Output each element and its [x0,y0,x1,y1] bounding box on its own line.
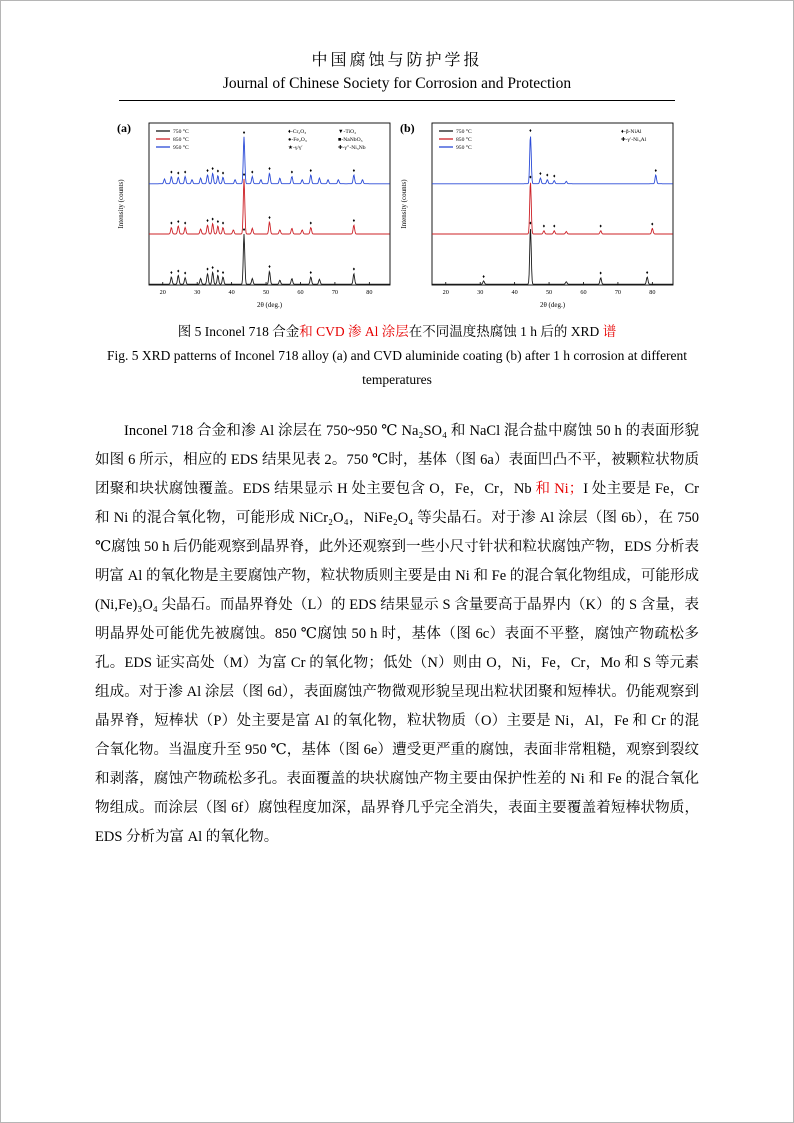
text-segment: I 处主要是 Fe，Cr 和 Ni 的混合氧化物，可能形成 NiCr₂O₄，NiFe₂O₄ 等尖晶石。对于渗 Al 涂层（图 6b），在 750 ℃腐蚀 50 h 后仍能观察到晶界脊，此外还观察到一些小尺寸针状和粒状腐蚀产物，EDS 分析表明富 Al 的氧化物是主要腐蚀产物，粒状物质则主要是由 Ni 和 Fe 的混合氧化物组成，可能形成(Ni,Fe)₃O₄ 尖晶石。而晶界脊处（L）的 EDS 结果显示 S 含量要高于晶界内（K）的 S 含量，表明晶界处可能优先被腐蚀。850 ℃腐蚀 50 h 时，基体（图 6c）表面不平整，腐蚀产物疏松多孔。EDS 证实高处（M）为富 Cr 的氧化物；低处（N）则由 O，Ni，Fe，Cr，Mo 和 S 等元素组成。对于渗 Al 涂层（图 6d），表面腐蚀产物微观形貌呈现出粒状团聚和短棒状。仍能观察到晶界脊，短棒状（P）处主要是富 Al 的氧化物，粒状物质（O）主要是 Ni，Al，Fe 和 Cr 的混合氧化物。当温度升至 950 ℃，基体（图 6e）遭受更严重的腐蚀，表面非常粗糙，观察到裂纹和剥落，腐蚀产物疏松多孔。表面覆盖的块状腐蚀产物主要由保护性差的 Ni 和 Fe 的混合氧化物组成。而涂层（图 6f）腐蚀程度加深，晶界脊几乎完全消失，表面主要覆盖着短棒状物质，EDS 分析为富 Al 的氧化物。 [95,480,700,845]
text-segment: 图 5 Inconel 718 合金 [177,324,300,339]
svg-text:20: 20 [442,289,449,296]
header-rule [119,100,675,101]
svg-text:♦: ♦ [552,224,556,230]
svg-text:♦: ♦ [206,168,209,174]
svg-text:♦: ♦ [268,215,271,221]
svg-text:♦: ♦ [176,171,180,177]
svg-text:♦: ♦ [183,170,187,176]
svg-text:■-NaNbO₃: ■-NaNbO₃ [338,137,363,143]
svg-text:♦-β-NiAl: ♦-β-NiAl [621,129,642,135]
svg-text:♦: ♦ [290,170,294,176]
svg-text:♦: ♦ [352,219,356,225]
svg-text:♦: ♦ [211,167,214,173]
svg-text:♦: ♦ [170,221,173,227]
svg-text:750 °C: 750 °C [173,129,189,135]
svg-text:♦: ♦ [309,168,313,174]
xrd-chart-a [115,115,396,311]
svg-text:50: 50 [545,289,553,296]
figure-caption-zh [61,320,733,340]
svg-text:♦: ♦ [211,217,214,223]
svg-text:♦: ♦ [216,219,220,225]
svg-text:(b): (b) [400,121,415,135]
svg-text:2θ (deg.): 2θ (deg.) [256,301,283,309]
svg-text:♦: ♦ [651,222,654,228]
svg-text:♦: ♦ [221,270,225,276]
svg-text:30: 30 [477,289,484,296]
svg-text:♦: ♦ [599,271,602,277]
svg-text:♦: ♦ [529,221,532,227]
xrd-chart-b [398,115,679,311]
svg-text:♦: ♦ [645,270,649,276]
figure-caption [61,320,733,393]
svg-text:♦: ♦ [242,130,246,136]
svg-text:♦: ♦ [482,274,485,280]
svg-text:♦: ♦ [170,170,173,176]
svg-text:♦: ♦ [216,169,220,175]
svg-text:♦: ♦ [183,221,187,227]
text-segment: 和 Ni； [535,480,584,497]
text-segment: 在不同温度热腐蚀 1 h 后的 XRD [408,324,603,339]
svg-text:♦: ♦ [599,224,602,230]
svg-text:♦: ♦ [542,224,546,230]
svg-text:950 °C: 950 °C [456,145,472,151]
svg-text:Intensity (counts): Intensity (counts) [400,179,408,229]
charts-row [61,115,733,311]
text-segment: 和 CVD 渗 Al 涂层 [299,324,409,339]
svg-text:✚-γ′-Ni₃Al: ✚-γ′-Ni₃Al [621,137,647,143]
svg-text:♦: ♦ [176,269,180,275]
svg-text:▼-TiO₂: ▼-TiO₂ [338,129,357,135]
svg-text:70: 70 [331,289,339,296]
journal-title-en: Journal of Chinese Society for Corrosion and Protection [222,75,572,92]
svg-text:♦: ♦ [242,227,246,233]
svg-text:80: 80 [649,289,656,296]
svg-text:750 °C: 750 °C [456,129,472,135]
svg-text:60: 60 [297,289,304,296]
svg-text:♦: ♦ [268,167,271,173]
svg-text:♦: ♦ [529,175,532,181]
svg-text:950 °C: 950 °C [173,145,189,151]
svg-text:60: 60 [580,289,587,296]
svg-text:♦: ♦ [539,172,542,178]
text-segment: Inconel 718 合金和渗 Al 涂层在 750~950 ℃ Na₂SO₄ 和 NaCl 混合盐中腐蚀 50 h 的表面形貌如图 6 所示，相应的 EDS 结果见表 2。750 ℃时，基体（图 6a）表面凹凸不平，被颗粒状物质团聚和块状腐蚀覆盖。EDS 结果显示 H 处主要包含 O，Fe，Cr，Nb [95,422,699,497]
svg-text:70: 70 [614,289,622,296]
text-segment: 谱 [602,324,617,339]
journal-header [61,47,733,101]
svg-text:♦: ♦ [221,171,225,177]
body-paragraph [95,417,699,852]
svg-text:2θ (deg.): 2θ (deg.) [539,301,566,309]
svg-text:♦: ♦ [654,168,658,174]
svg-text:♦: ♦ [221,221,225,227]
svg-text:80: 80 [366,289,373,296]
svg-text:850 °C: 850 °C [456,137,472,143]
svg-text:♦: ♦ [529,129,532,135]
svg-text:♦: ♦ [206,219,209,225]
svg-text:♦: ♦ [216,269,220,275]
svg-text:♦: ♦ [170,270,173,276]
svg-text:(a): (a) [117,121,131,135]
svg-text:♦: ♦ [352,267,356,273]
svg-text:♦-Cr₂O₃: ♦-Cr₂O₃ [288,129,307,135]
svg-text:♦: ♦ [552,174,556,180]
svg-text:♦: ♦ [309,221,313,227]
svg-text:♦: ♦ [268,265,271,271]
svg-text:●-Fe₂O₃: ●-Fe₂O₃ [288,137,307,143]
svg-text:♦: ♦ [251,170,254,176]
svg-text:♦: ♦ [183,271,187,277]
journal-title-zh: 中国腐蚀与防护学报 [311,52,483,69]
svg-text:40: 40 [511,289,518,296]
figure-caption-en: Fig. 5 XRD patterns of Inconel 718 alloy (a) and CVD aluminide coating (b) after 1 h corrosion at different temperatures [106,348,688,388]
svg-text:♦: ♦ [242,172,246,178]
svg-text:♦: ♦ [211,266,214,272]
svg-text:850 °C: 850 °C [173,137,189,143]
svg-text:★-γ/γ′: ★-γ/γ′ [288,145,303,151]
svg-text:20: 20 [159,289,166,296]
svg-text:♦: ♦ [309,270,313,276]
svg-text:♦: ♦ [546,173,549,179]
svg-text:50: 50 [262,289,270,296]
svg-text:♦: ♦ [176,219,180,225]
svg-text:30: 30 [194,289,201,296]
svg-text:♦: ♦ [206,267,209,273]
svg-text:40: 40 [228,289,235,296]
figure-5 [61,115,733,393]
svg-text:✚-γ″-Ni₃Nb: ✚-γ″-Ni₃Nb [338,145,366,151]
svg-text:Intensity (counts): Intensity (counts) [117,179,125,229]
svg-text:♦: ♦ [352,168,356,174]
